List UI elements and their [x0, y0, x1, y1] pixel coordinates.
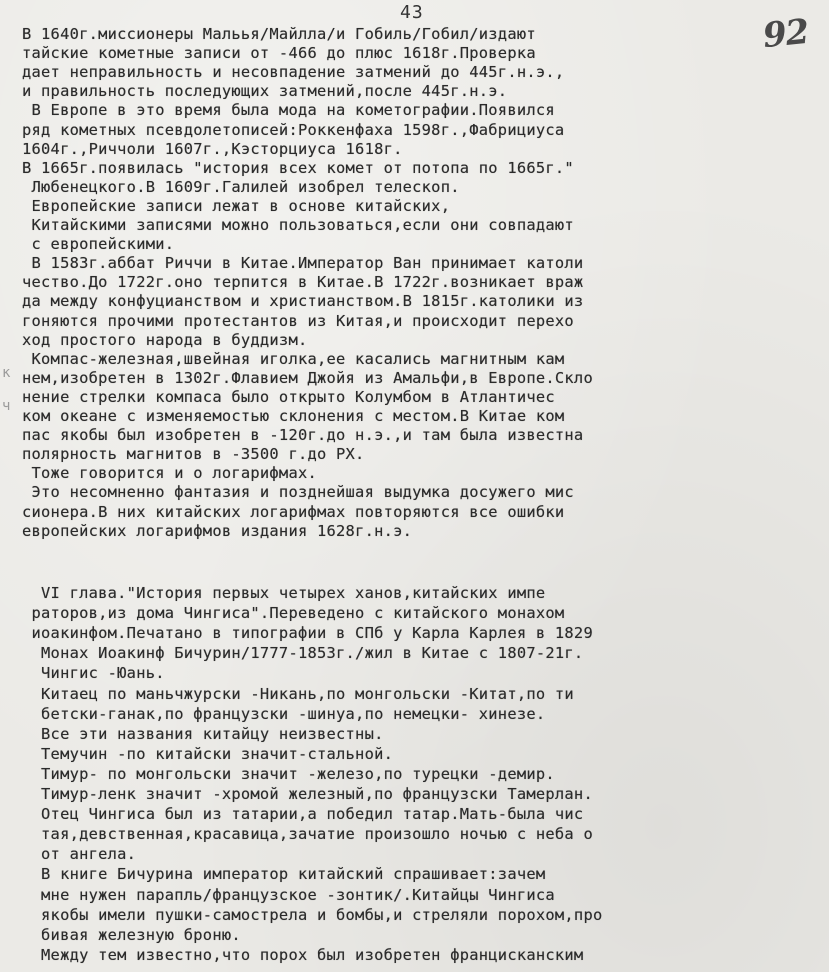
text-line: да между конфуцианством и христианством.В 1815г.католики из: [22, 292, 584, 311]
text-line: ход простого народа в буддизм.: [22, 330, 308, 349]
text-line: раторов,из дома Чингиса".Переведено с китайского монахом: [22, 604, 565, 623]
text-line: В 1665г.появилась "история всех комет от потопа по 1665г.": [22, 158, 574, 177]
text-line: Китаец по маньчжурски -Никань,по монгольски -Китат,по ти: [22, 684, 574, 703]
text-line: якобы имели пушки-самострела и бомбы,и стреляли порохом,про: [22, 905, 603, 924]
text-line: нение стрелки компаса было открыто Колумбом в Атлантичес: [22, 387, 555, 406]
text-line: Компас-железная,швейная иголка,ее касались магнитным кам: [22, 349, 565, 368]
text-line: Монах Иоакинф Бичурин/1777-1853г./жил в Китае с 1807-21г.: [22, 644, 584, 663]
text-line: гоняются прочими протестантов из Китая,и происходит перехо: [22, 311, 574, 330]
margin-mark: ч: [2, 398, 11, 414]
text-line: тая,девственная,красавица,зачатие произошло ночью с неба о: [22, 825, 593, 844]
text-line: В 1640г.миссионеры Мальья/Майлла/и Гобиль/Гобил/издают: [22, 25, 536, 43]
text-line: В Европе в это время была мода на кометографии.Появился: [22, 101, 555, 120]
text-line: пас якобы был изобретен в -120г.до н.э.,и там была известна: [22, 426, 584, 445]
text-line: дает неправильность и несовпадение затмений до 445г.н.э.,: [22, 63, 565, 82]
text-line: Все эти названия китайцу неизвестны.: [22, 724, 384, 743]
handwritten-page-number: 92: [761, 11, 811, 57]
margin-mark: к: [2, 365, 11, 381]
text-line: и правильность последующих затмений,после 445г.н.э.: [22, 82, 508, 101]
page-number: 43: [400, 2, 424, 23]
text-line: иоакинфом.Печатано в типографии в СПб у Карла Карлея в 1829: [22, 624, 593, 643]
text-line: Тоже говорится и о логарифмах.: [22, 464, 317, 483]
text-line: бивая железную броню.: [22, 925, 241, 944]
text-line: нем,изобретен в 1302г.Флавием Джойя из Амальфи,в Европе.Скло: [22, 368, 593, 387]
text-line: мне нужен парапль/французское -зонтик/.Китайцы Чингиса: [22, 885, 555, 904]
text-line: Тимур- по монгольски значит -железо,по турецки -демир.: [22, 764, 555, 783]
text-line: Между тем известно,что порох был изобретен францисканским: [22, 945, 584, 964]
text-line: ком океане с изменяемостью склонения с местом.В Китае ком: [22, 407, 565, 425]
text-line: Тимур-ленк значит -хромой железный,по французски Тамерлан.: [22, 785, 593, 803]
text-line: сионера.В них китайских логарифмах повторяются все ошибки: [22, 502, 565, 521]
text-line: полярность магнитов в -3500 г.до РХ.: [22, 445, 365, 464]
text-line: VI глава."История первых четырех ханов,китайских импе: [22, 584, 546, 602]
text-line: Европейские записи лежат в основе китайских,: [22, 196, 451, 215]
text-line: 1604г.,Риччоли 1607г.,Кэсторциуса 1618г.: [22, 139, 403, 158]
text-line: Любенецкого.В 1609г.Галилей изобрел телескоп.: [22, 177, 460, 196]
text-line: Китайскими записями можно пользоваться,если они совпадают: [22, 216, 574, 234]
text-line: В книге Бичурина император китайский спрашивает:зачем: [22, 865, 546, 884]
text-line: ряд кометных псевдолетописей:Роккенфаха 1598г.,Фабрициуса: [22, 120, 565, 139]
text-line: В 1583г.аббат Риччи в Китае.Император Ван принимает католи: [22, 254, 584, 273]
text-line: Чингис -Юань.: [22, 664, 165, 683]
text-line: от ангела.: [22, 845, 137, 864]
text-line: Это несомненно фантазия и позднейшая выдумка досужего мис: [22, 483, 574, 502]
text-line: европейских логарифмов издания 1628г.н.э.: [22, 521, 413, 540]
text-line: чество.До 1722г.оно терпится в Китае.В 1722г.возникает враж: [22, 273, 584, 292]
text-line: тайские кометные записи от -466 до плюс 1618г.Проверка: [22, 44, 536, 63]
text-line: с европейскими.: [22, 235, 175, 254]
text-line: Темучин -по китайски значит-стальной.: [22, 744, 394, 763]
text-line: Отец Чингиса был из татарии,а победил татар.Мать-была чис: [22, 805, 584, 824]
text-line: бетски-ганак,по французски -шинуа,по немецки- хинезе.: [22, 704, 546, 723]
